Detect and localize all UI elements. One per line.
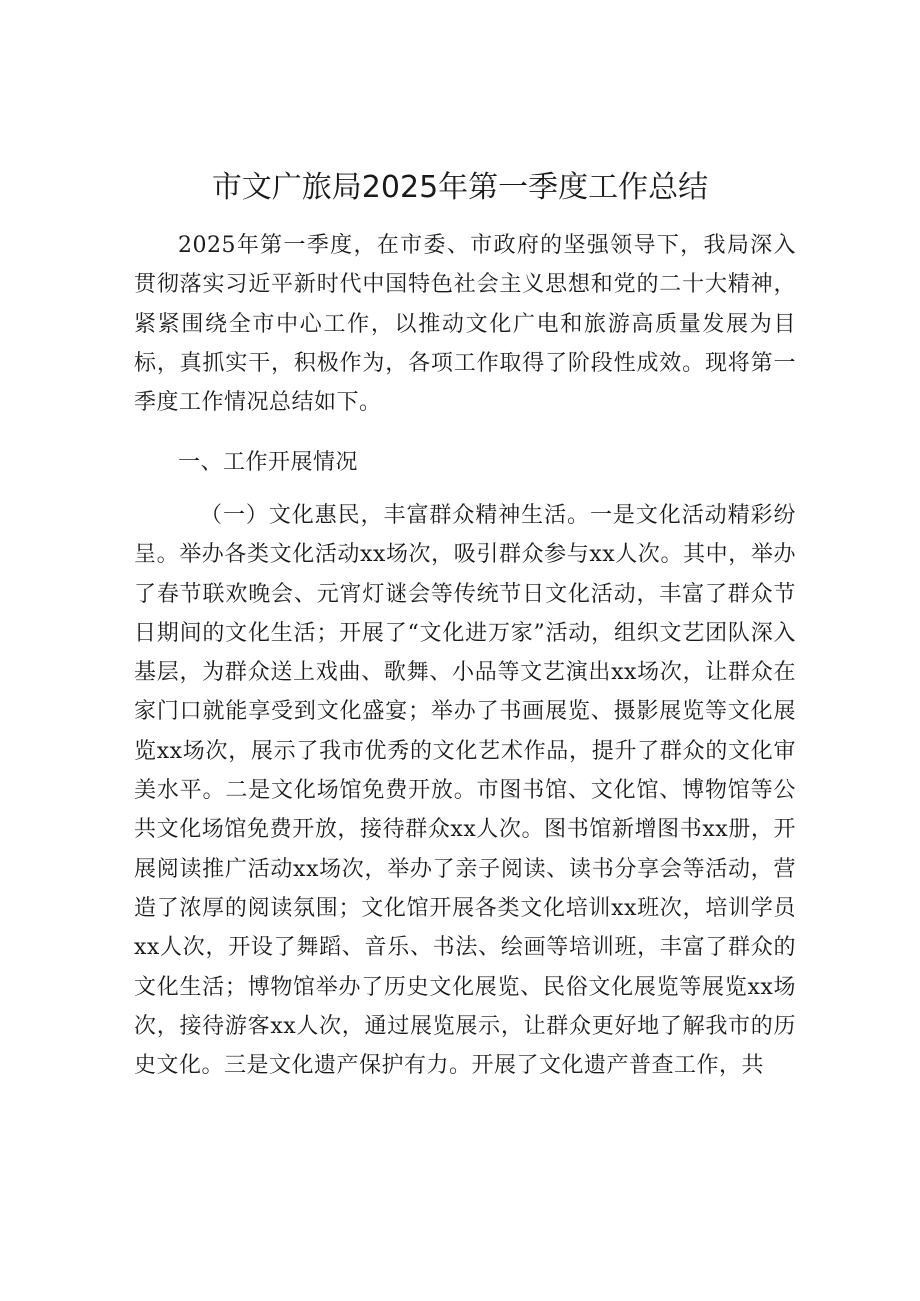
document-title: 市文广旅局2025年第一季度工作总结 — [211, 170, 709, 205]
section-paragraph: （一）文化惠民，丰富群众精神生活。一是文化活动精彩纷呈。举办各类文化活动xx场次，吸引群众参与xx人次。其中，举办了春节联欢晚会、元宵灯谜会等传统节日文化活动，丰富了群众节日期间的文化生活；开展了“文化进万家”活动，组织文艺团队深入基层，为群众送上戏曲、歌舞、小品等文艺演出xx场次，让群众在家门口就能享受到文化盛宴；举办了书画展览、摄影展览等文化展览xx场次，展示了我市优秀的文化艺术作品，提升了群众的文化审美水平。二是文化场馆免费开放。市图书馆、文化馆、博物馆等公共文化场馆免费开放，接待群众xx人次。图书馆新增图书xx册，开展阅读推广活动xx场次，举办了亲子阅读、读书分享会等活动，营造了浓厚的阅读氛围；文化馆开展各类文化培训xx班次，培训学员xx人次，开设了舞蹈、音乐、书法、绘画等培训班，丰富了群众的文化生活；博物馆举办了历史文化展览、民俗文化展览等展览xx场次，接待游客xx人次，通过展览展示，让群众更好地了解我市的历史文化。三是文化遗产保护有力。开展了文化遗产普查工作，共 — [134, 503, 796, 1079]
section-heading: 一、工作开展情况 — [178, 450, 359, 475]
intro-paragraph: 2025年第一季度，在市委、市政府的坚强领导下，我局深入贯彻落实习近平新时代中国特色社会主义思想和党的二十大精神，紧紧围绕全市中心工作，以推动文化广电和旅游高质量发展为目标，真抓实干，积极作为，各项工作取得了阶段性成效。现将第一季度工作情况总结如下。 — [134, 233, 796, 416]
